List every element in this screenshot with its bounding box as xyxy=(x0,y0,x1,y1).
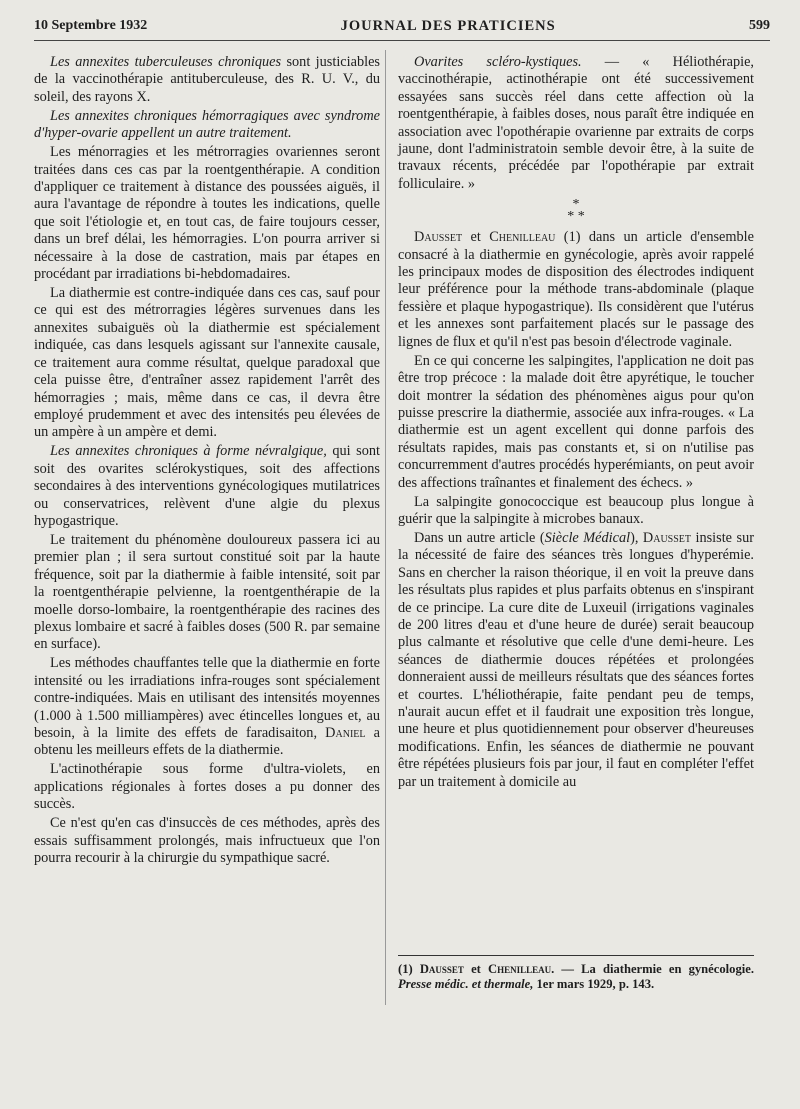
author-name: Chenilleau xyxy=(488,962,552,976)
paragraph: En ce qui concerne les salpingites, l'application ne doit pas être trop précoce : la malade doit être apyrétique, le toucher doit montrer la sédation des phénomènes aigus pour qu'on puisse prescrire la diathermie, associée aux infra-rouges. « La diathermie est un agent excellent qui donne parfois des résultats rapides, mais pas constants et, si on n'utilise pas concurremment d'autres procédés hyperémiants, on peut avoir des affections traînantes et finalement des échecs. » xyxy=(398,352,754,491)
paragraph xyxy=(34,655,380,759)
text: insiste sur la nécessité de faire des séances très longues d'hyperémie. Sans en chercher la raison théorique, il en voit la preuve dans les résultats plus rapides et plus parfaits obtenus en s'inspirant de ce principe. La cure dite de Luxeuil (irrigations vaginales de 200 litres d'eau et d'une heure de durée) serait beaucoup plus calmante et résolutive que celle d'une demi-heure. Les séances de diathermie douces répétées et prolongées donneraient aussi de meilleurs résultats que des séances fortes et courtes. L'héliothérapie, faite pendant peu de temps, n'aurait aucun effet et il faudrait une exposition très longue, une heure et plus quotidiennement pour observer d'heureuses modifications. Enfin, les séances de diathermie ne pouvant être répétées plusieurs fois par jour, il faut en compléter l'effet par un traitement à domicile au xyxy=(398,529,754,790)
text: et xyxy=(463,962,489,976)
emphasis: Les annexites chroniques à forme névralgique, xyxy=(50,443,327,460)
author-name: Daniel xyxy=(325,725,366,741)
running-header xyxy=(34,12,770,41)
paragraph xyxy=(398,530,754,791)
left-column xyxy=(34,54,380,869)
section-separator xyxy=(398,199,754,223)
text: ), xyxy=(630,529,643,546)
paragraph xyxy=(398,229,754,351)
author-name: Dausset xyxy=(419,962,464,976)
paragraph: Les ménorragies et les métrorragies ovariennes seront traitées dans ces cas par la roentgenthérapie. A condition d'appliquer ce traitement à distance des poussées aiguës, il aura l'avantage de répondre à toutes les indications, quelle que soit l'étiologie et, en tout cas, de faire toujours cesser, dans un bref délai, les hémorragies. L'on pourra arriver si nécessaire à la dose de castration, mais par étapes en procédant par irradiations bi-hebdomadaires. xyxy=(34,144,380,283)
paragraph: Ce n'est qu'en cas d'insuccès de ces méthodes, après des essais suffisamment prolongés, mais infructueux que l'on pourra recourir à la chirurgie du sympathique sacré. xyxy=(34,815,380,867)
text: (1) dans un article d'ensemble consacré à la diathermie en gynécologie, après avoir rappelé les principaux modes de disposition des électrodes indiquent leur préférence pour la méthode trans-abdominale (plaque fessière et plaque hypogastrique). Ils considèrent que l'utérus et les annexes sont parfaitement placés sur le passage des lignes de flux et qu'il n'est pas besoin d'électrode vaginale. xyxy=(398,229,754,350)
page-number: 599 xyxy=(749,18,770,33)
asterism-top: * xyxy=(572,197,580,213)
issue-date: 10 Septembre 1932 xyxy=(34,18,148,33)
right-column xyxy=(398,54,754,793)
citation-source: Presse médic. et thermale, xyxy=(398,977,534,991)
footnote xyxy=(398,955,754,992)
emphasis: Siècle Médical xyxy=(544,529,631,546)
paragraph: L'actinothérapie sous forme d'ultra-violets, en applications régionales à fortes doses a pu donner des succès. xyxy=(34,761,380,813)
paragraph: Le traitement du phénomène douloureux passera ici au premier plan ; il sera surtout constitué soit par la haute fréquence, soit par la diathermie à faible intensité, soit par la roentgenthérapie pelvienne, la roentgenthérapie de la moelle dorso-lombaire, la roentgenthérapie des racines des plexus lombaire et sacré à faibles doses (500 R. par semaine en surface). xyxy=(34,531,380,653)
footnote-number: (1) xyxy=(398,962,420,976)
asterism-bottom: * * xyxy=(567,209,585,225)
author-name: Chenilleau xyxy=(489,229,556,246)
paragraph: La diathermie est contre-indiquée dans ces cas, sauf pour ce qui est des métrorragies légères survenues dans les annexites subaiguës où la diathermie est spécialement indiquée, cas dans lesquels agissant sur l'annexite causale, ce traitement aura comme résultat, quelque paradoxal que cela puisse être, d'entraîner assez rapidement l'arrêt des hémorragies ; mais, même dans ce cas, il devra être employé prudemment et avec des intensités peu élevées de un ampère à un ampère et demi. xyxy=(34,285,380,441)
emphasis: Ovarites scléro-kystiques. xyxy=(414,54,582,70)
journal-title: JOURNAL DES PRATICIENS xyxy=(340,17,556,34)
text: . — La diathermie en gynécologie. xyxy=(551,962,754,976)
text: Les méthodes chauffantes telle que la diathermie en forte intensité ou les irradiations infra-rouges sont spécialement contre-indiquées. Mais en utilisant des intensités moyennes (1.000 à 1.500 milliampères) avec étincelles longues et, au besoin, à la limite des effets de faradisaiton, xyxy=(34,655,380,741)
text: sont justiciables de la vaccinothérapie antituberculeuse, des R. U. V., du soleil, des rayons X. xyxy=(34,54,380,105)
text: — « Héliothérapie, vaccinothérapie, actinothérapie ont été successivement essayées sans succès réel dans cette affection où la roentgenthérapie, à faibles doses, nous paraît être indiquée en association avec l'opothérapie ovarienne par extraits de corps jaune, dont l'administratoin semble devoir être, à la suite de travaux récents, précédée par l'opothérapie par extrait folliculaire. » xyxy=(398,54,755,192)
author-name: Dausset xyxy=(642,529,692,546)
paragraph xyxy=(34,443,380,530)
subheading: Les annexites chroniques hémorragiques avec syndrome d'hyper-ovarie appellent un autre traitement. xyxy=(34,107,380,142)
author-name: Dausset xyxy=(414,229,463,246)
text: Dans un autre article ( xyxy=(414,529,545,546)
column-divider xyxy=(385,50,386,1005)
text: a obtenu les meilleurs effets de la diathermie. xyxy=(34,725,380,759)
text: et xyxy=(462,229,490,246)
paragraph xyxy=(398,54,754,193)
text: qui sont soit des ovarites sclérokystiques, soit des affections secondaires à des interventions gynécologiques mutilatrices ou conservatrices, relèvent d'une algie du plexus hypogastrique. xyxy=(34,443,380,529)
paragraph xyxy=(34,54,380,106)
paragraph: La salpingite gonococcique est beaucoup plus longue à guérir que la salpingite à microbes banaux. xyxy=(398,493,754,527)
emphasis: Les annexites tuberculeuses chroniques xyxy=(50,54,282,70)
text: 1er mars 1929, p. 143. xyxy=(533,977,655,991)
